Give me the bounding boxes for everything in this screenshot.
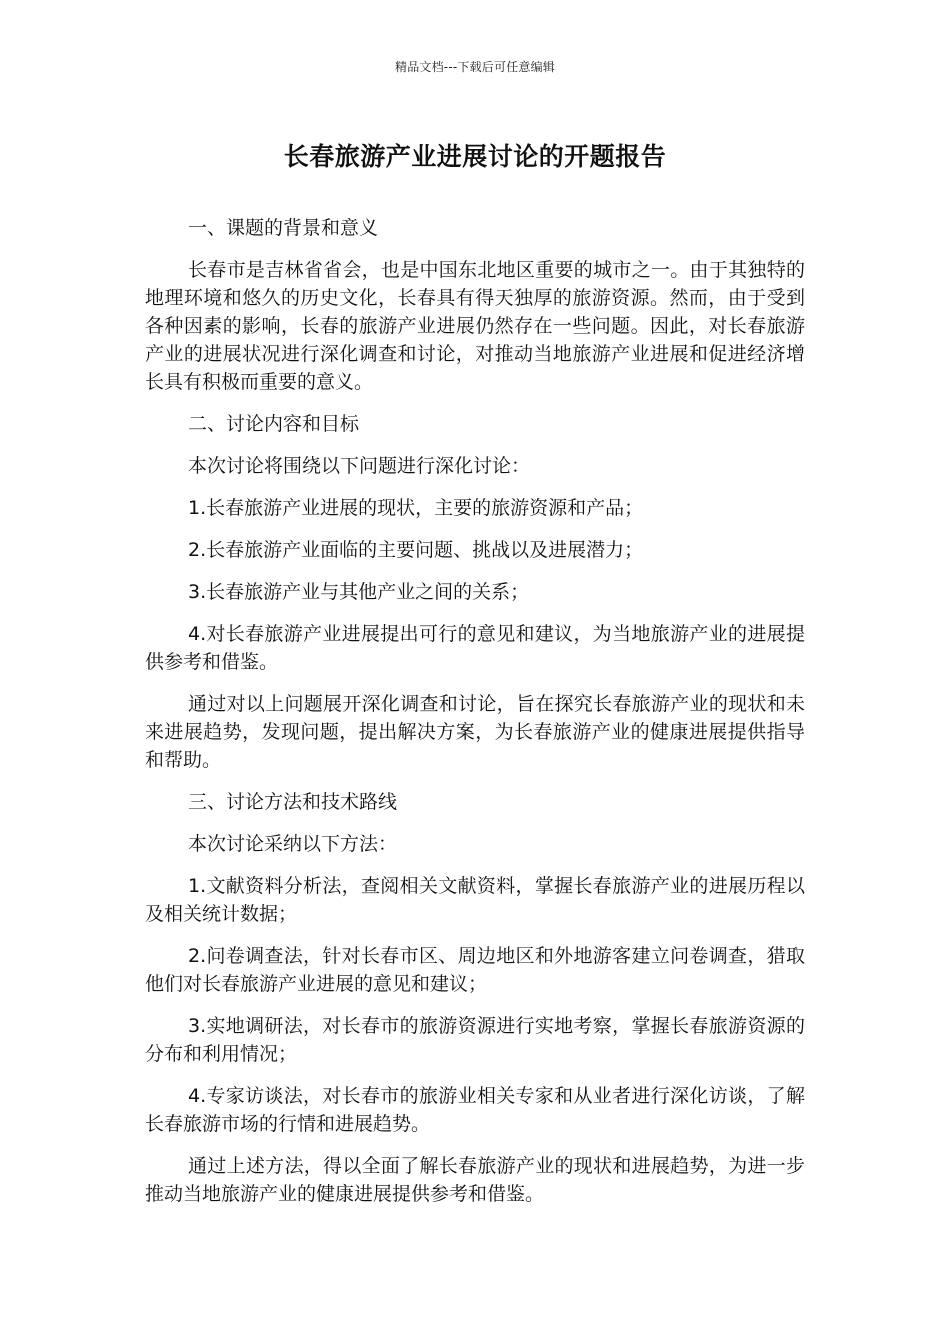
paragraph: 本次讨论将围绕以下问题进行深化讨论： xyxy=(188,455,531,477)
section-heading: 二、讨论内容和目标 xyxy=(188,413,360,435)
paragraph: 通过对以上问题展开深化调查和讨论，旨在探究长春旅游产业的现状和未来进展趋势，发现问题，提出解决方案，为长春旅游产业的健康进展提供指导和帮助。 xyxy=(145,693,805,771)
document-body xyxy=(145,214,805,1222)
list-item: 3.长春旅游产业与其他产业之间的关系； xyxy=(188,581,530,603)
section-heading: 三、讨论方法和技术路线 xyxy=(188,791,398,813)
section-heading: 一、课题的背景和意义 xyxy=(188,217,379,239)
list-item: 3.实地调研法，对长春市的旅游资源进行实地考察，掌握长春旅游资源的分布和利用情况； xyxy=(145,1015,805,1065)
paragraph: 本次讨论采纳以下方法： xyxy=(188,833,398,855)
list-item: 4.专家访谈法，对长春市的旅游业相关专家和从业者进行深化访谈，了解长春旅游市场的行情和进展趋势。 xyxy=(145,1085,805,1135)
section-background xyxy=(145,214,805,396)
section-content-goals xyxy=(145,410,805,774)
paragraph: 通过上述方法，得以全面了解长春旅游产业的现状和进展趋势，为进一步推动当地旅游产业的健康进展提供参考和借鉴。 xyxy=(145,1155,805,1205)
section-methods xyxy=(145,788,805,1208)
document-title: 长春旅游产业进展讨论的开题报告 xyxy=(283,142,667,171)
header-note: 精品文档---下载后可任意编辑 xyxy=(395,60,555,74)
list-item: 1.文献资料分析法，查阅相关文献资料，掌握长春旅游产业的进展历程以及相关统计数据； xyxy=(145,875,805,925)
list-item: 4.对长春旅游产业进展提出可行的意见和建议，为当地旅游产业的进展提供参考和借鉴。 xyxy=(145,623,805,673)
list-item: 2.长春旅游产业面临的主要问题、挑战以及进展潜力； xyxy=(188,539,644,561)
list-item: 2.问卷调查法，针对长春市区、周边地区和外地游客建立问卷调查，猎取他们对长春旅游产业进展的意见和建议； xyxy=(145,945,805,995)
list-item: 1.长春旅游产业进展的现状，主要的旅游资源和产品； xyxy=(188,497,644,519)
paragraph: 长春市是吉林省省会，也是中国东北地区重要的城市之一。由于其独特的地理环境和悠久的历史文化，长春具有得天独厚的旅游资源。然而，由于受到各种因素的影响，长春的旅游产业进展仍然存在一些问题。因此，对长春旅游产业的进展状况进行深化调查和讨论，对推动当地旅游产业进展和促进经济增长具有积极而重要的意义。 xyxy=(145,259,805,393)
